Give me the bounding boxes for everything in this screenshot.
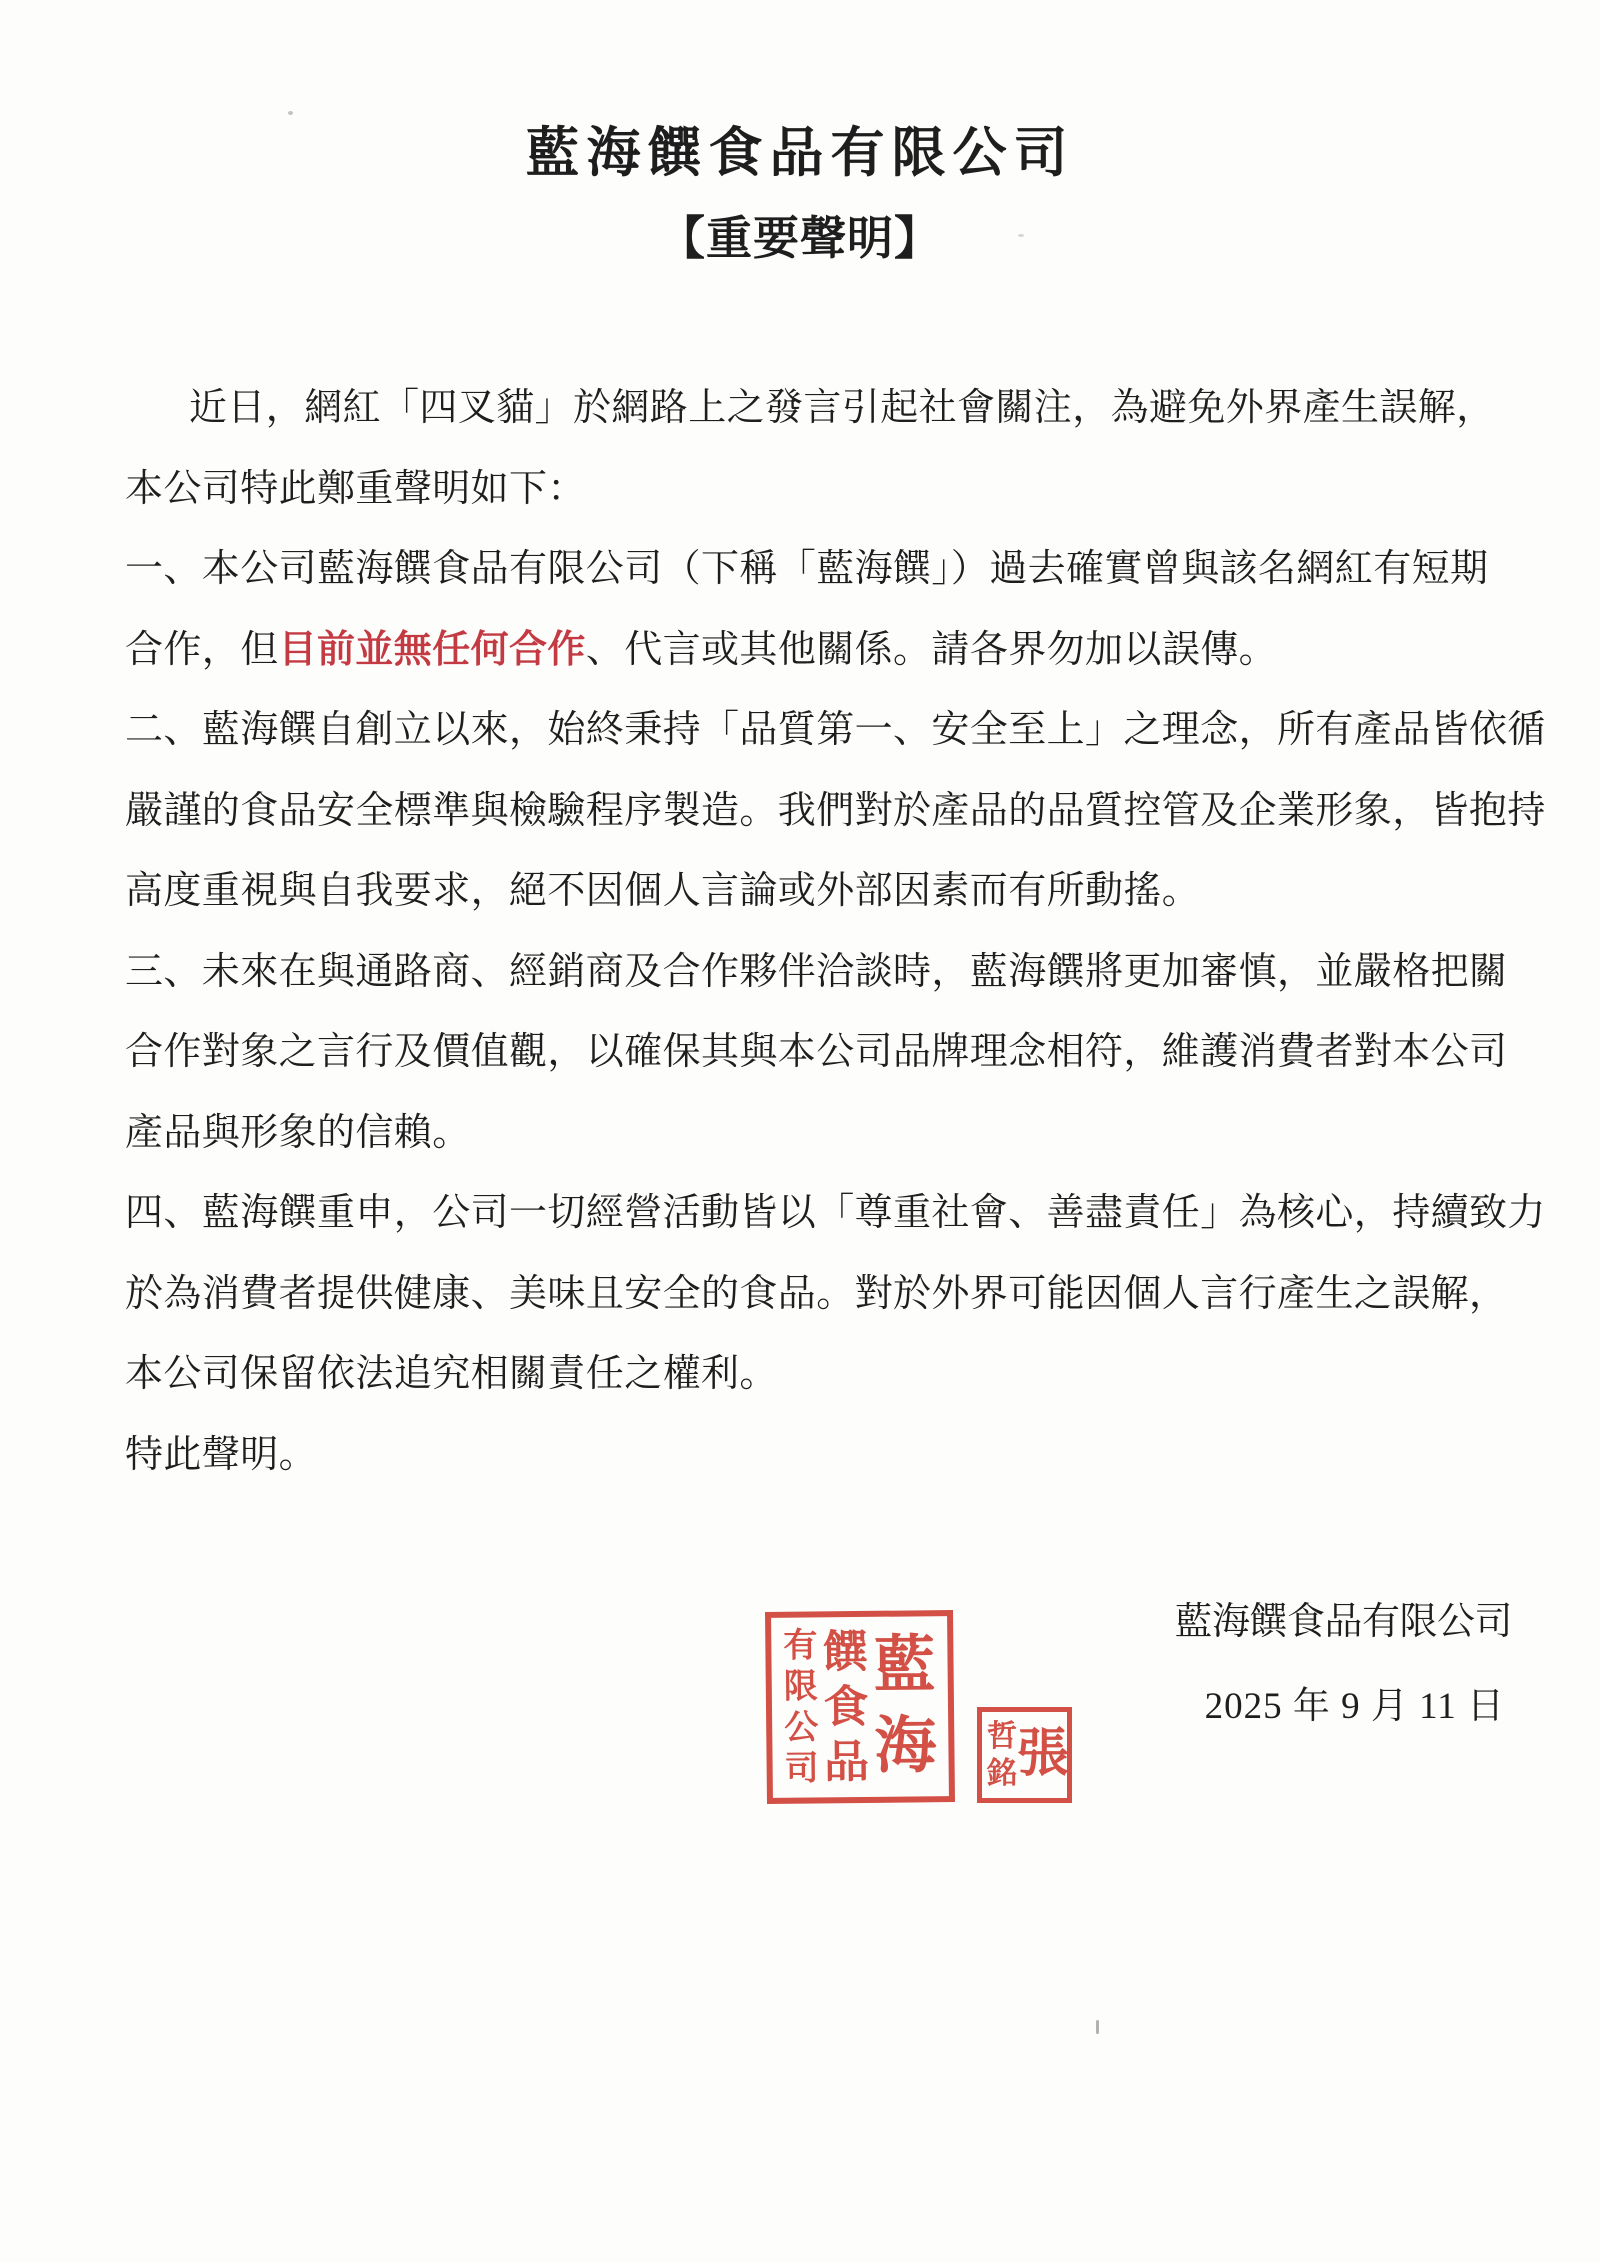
scan-artifact (1018, 234, 1024, 237)
signature-date: 2025 年 9 月 11 日 (1204, 1686, 1505, 1727)
item4-line-2: 於為消費者提供健康、美味且安全的食品。對於外界可能因個人言行產生之誤解， (125, 1272, 1508, 1315)
item4-line-3: 本公司保留依法追究相關責任之權利。 (125, 1353, 778, 1395)
item2-line-3: 高度重視與自我要求，絕不因個人言論或外部因素而有所動搖。 (125, 870, 1201, 912)
statement-body (125, 368, 1546, 1495)
item2-line-1: 二、藍海饌自創立以來，始終秉持「品質第一、安全至上」之理念，所有產品皆依循 (125, 709, 1546, 751)
item4-line-1: 四、藍海饌重申，公司一切經營活動皆以「尊重社會、善盡責任」為核心，持續致力 (125, 1192, 1546, 1234)
intro-line-1: 近日，網紅「四叉貓」於網路上之發言引起社會關注，為避免外界產生誤解， (189, 387, 1495, 429)
statement-subtitle: 【重要聲明】 (659, 213, 941, 264)
name-seal-column-left: 哲銘 (987, 1720, 1017, 1790)
item3-line-1: 三、未來在與通路商、經銷商及合作夥伴洽談時，藍海饌將更加審慎，並嚴格把關 (125, 950, 1508, 993)
item2-line-2: 嚴謹的食品安全標準與檢驗程序製造。我們對於產品的品質控管及企業形象，皆抱持 (125, 789, 1546, 832)
signature-company-name: 藍海饌食品有限公司 (1174, 1601, 1512, 1643)
company-seal-column-right: 藍海 (873, 1631, 937, 1781)
intro-line-2: 本公司特此鄭重聲明如下： (125, 467, 586, 510)
company-seal-column-middle: 饌食品 (822, 1626, 870, 1787)
item3-line-3: 產品與形象的信賴。 (125, 1111, 471, 1154)
emphasis-no-cooperation: 目前並無任何合作 (278, 628, 586, 671)
personal-name-seal-stamp (977, 1707, 1072, 1803)
company-seal-stamp (765, 1610, 955, 1804)
company-seal-column-left: 有限公司 (783, 1627, 819, 1788)
item3-line-2: 合作對象之言行及價值觀，以確保其與本公司品牌理念相符，維護消費者對本公司 (125, 1031, 1508, 1073)
page-title: 藍海饌食品有限公司 (525, 123, 1075, 183)
item1-line2-post: 、代言或其他關係。請各界勿加以誤傳。 (585, 628, 1278, 671)
closing-line: 特此聲明。 (125, 1433, 318, 1476)
name-seal-column-right: 張 (1017, 1726, 1070, 1783)
item1-line-2 (125, 610, 1525, 691)
scan-artifact (1096, 2020, 1099, 2034)
item1-line2-pre: 合作，但 (125, 628, 279, 671)
scan-artifact (288, 111, 293, 115)
item1-line-1: 一、本公司藍海饌食品有限公司（下稱「藍海饌」）過去確實曾與該名網紅有短期 (125, 548, 1489, 590)
